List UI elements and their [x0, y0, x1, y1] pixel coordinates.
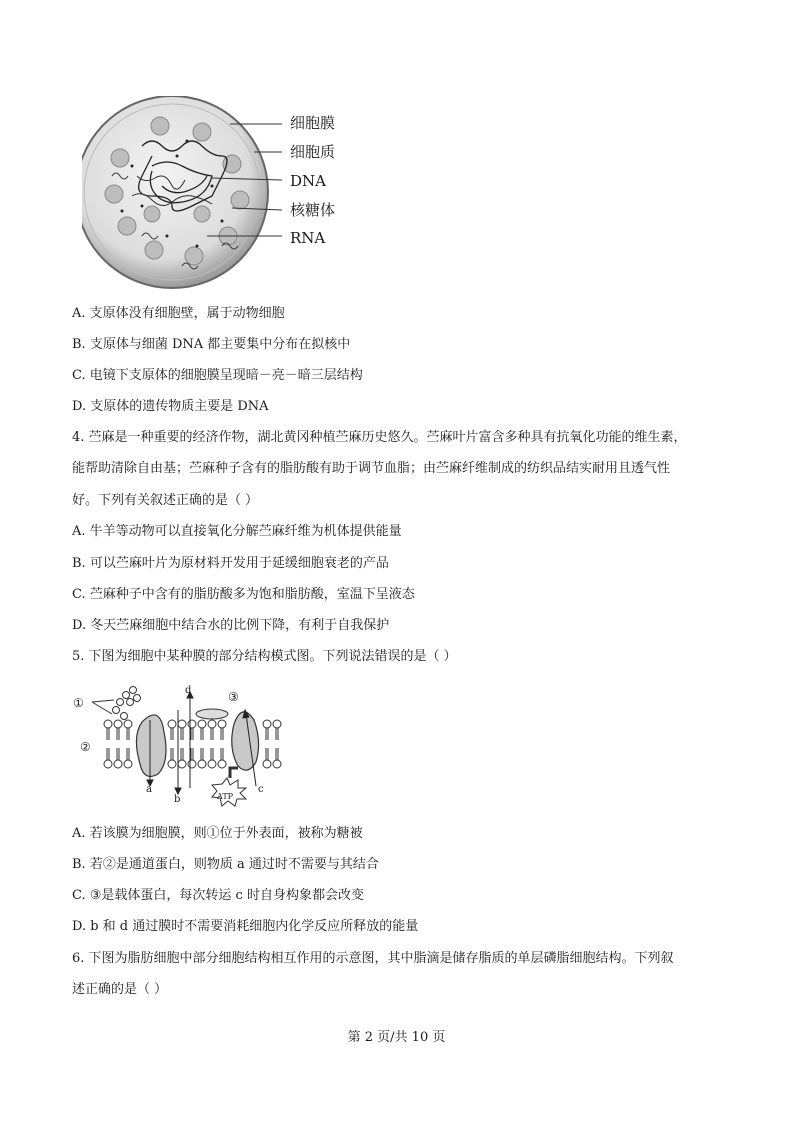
q5-option-a: A. 若该膜为细胞膜，则①位于外表面，被称为糖被	[72, 826, 363, 841]
label-b: b	[174, 794, 181, 805]
label-circle-2: ②	[80, 740, 91, 754]
mycoplasma-diagram	[82, 96, 382, 296]
label-circle-3: ③	[228, 690, 239, 704]
q4-stem-line-3: 好。下列有关叙述正确的是（ ）	[72, 493, 259, 508]
label-d: d	[185, 685, 192, 696]
label-c: c	[258, 784, 264, 795]
q5-option-c: C. ③是载体蛋白，每次转运 c 时自身构象都会改变	[72, 888, 364, 903]
page-footer: 第 2 页/共 10 页	[347, 1030, 446, 1045]
label-rna: RNA	[290, 229, 326, 247]
q5-option-b: B. 若②是通道蛋白，则物质 a 通过时不需要与其结合	[72, 857, 379, 872]
q3-option-a: A. 支原体没有细胞壁，属于动物细胞	[72, 306, 285, 321]
q4-option-d: D. 冬天苎麻细胞中结合水的比例下降，有利于自我保护	[72, 618, 390, 633]
label-a: a	[146, 784, 152, 795]
q4-option-b: B. 可以苎麻叶片为原材料开发用于延缓细胞衰老的产品	[72, 556, 389, 571]
mycoplasma-figure	[82, 96, 382, 296]
glycoprotein-chain	[113, 687, 141, 720]
carrier-protein	[232, 712, 259, 770]
channel-protein	[136, 715, 166, 777]
label-cytoplasm: 细胞质	[290, 143, 336, 161]
q5-stem: 5. 下图为细胞中某种膜的部分结构模式图。下列说法错误的是（ ）	[72, 649, 457, 664]
q4-stem-line-1: 4. 苎麻是一种重要的经济作物，湖北黄冈种植苎麻历史悠久。苎麻叶片富含多种具有抗氧化功能的维生素，	[72, 430, 687, 445]
q3-option-c: C. 电镜下支原体的细胞膜呈现暗－亮－暗三层结构	[72, 368, 363, 383]
label-cell-membrane: 细胞膜	[290, 114, 336, 132]
q4-option-a: A. 牛羊等动物可以直接氧化分解苎麻纤维为机体提供能量	[72, 524, 402, 539]
q4-stem-line-2: 能帮助清除自由基；苎麻种子含有的脂肪酸有助于调节血脂；由苎麻纤维制成的纺织品结实耐用且透气性	[72, 461, 671, 476]
q5-option-d: D. b 和 d 通过膜时不需要消耗细胞内化学反应所释放的能量	[72, 919, 419, 934]
label-atp: ATP	[217, 792, 234, 801]
peripheral-protein	[196, 709, 228, 719]
q6-stem-line-2: 述正确的是（ ）	[72, 982, 168, 997]
q3-option-d: D. 支原体的遗传物质主要是 DNA	[72, 399, 269, 414]
q4-option-c: C. 苎麻种子中含有的脂肪酸多为饱和脂肪酸，室温下呈液态	[72, 587, 415, 602]
label-circle-1: ①	[73, 696, 84, 710]
label-ribosome: 核糖体	[290, 201, 336, 219]
q3-option-b: B. 支原体与细菌 DNA 都主要集中分布在拟核中	[72, 337, 351, 352]
q6-stem-line-1: 6. 下图为脂肪细胞中部分细胞结构相互作用的示意图，其中脂滴是储存脂质的单层磷脂细胞结构。下列叙	[72, 951, 674, 966]
label-dna: DNA	[290, 172, 326, 190]
